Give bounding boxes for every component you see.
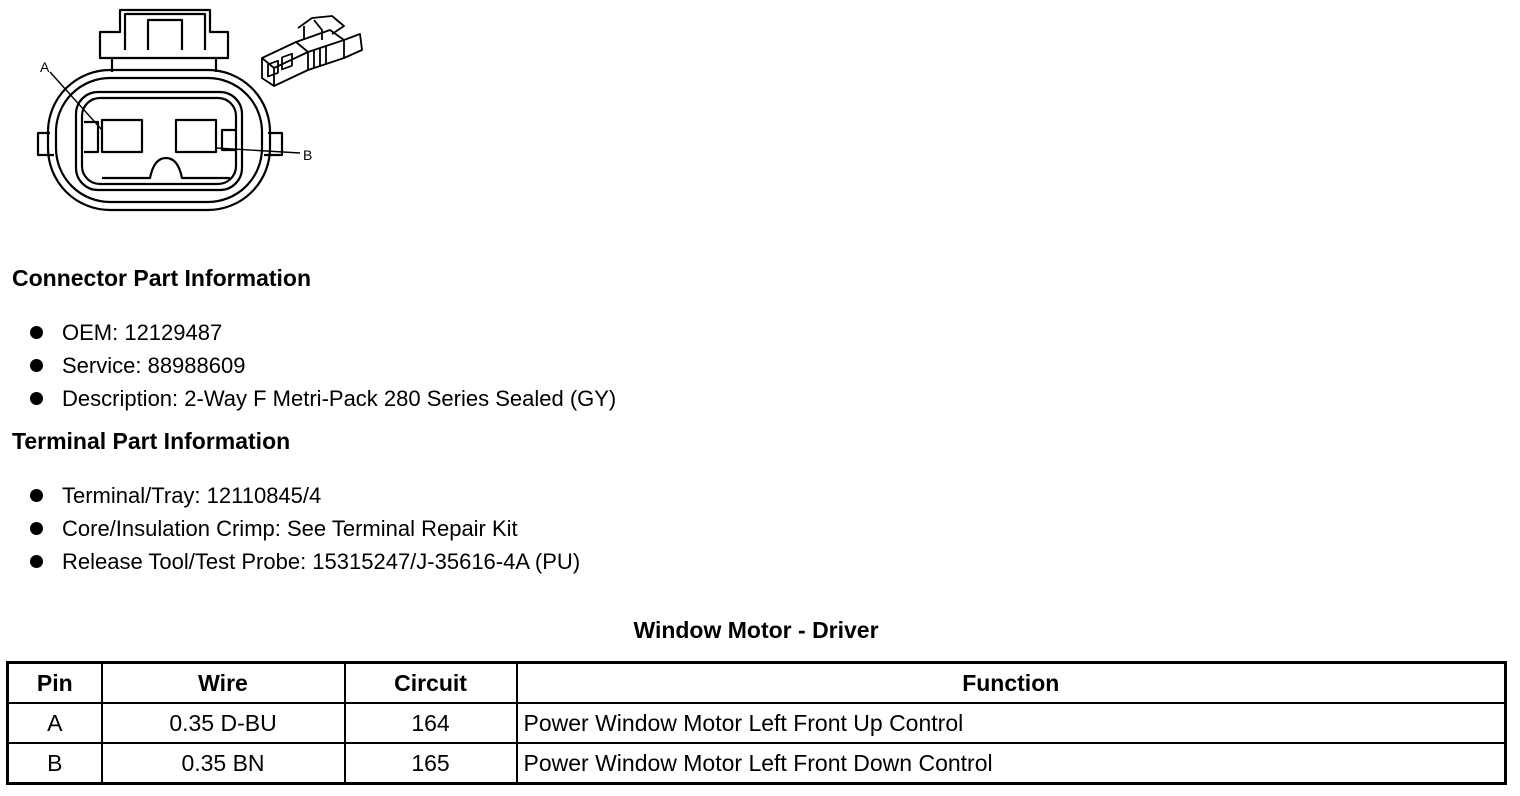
bullet-icon — [30, 489, 43, 502]
terminal-part-info-heading: Terminal Part Information — [12, 428, 291, 454]
table-row — [8, 703, 1506, 743]
cell-pin: A — [8, 703, 102, 743]
pin-table — [6, 661, 1507, 785]
header-wire: Wire — [102, 663, 345, 704]
connector-part-info-heading: Connector Part Information — [12, 265, 312, 291]
bullet-icon — [30, 392, 43, 405]
cell-wire: 0.35 BN — [102, 743, 345, 784]
bullet-icon — [30, 326, 43, 339]
connector-part-info-list — [0, 316, 616, 415]
cell-function: Power Window Motor Left Front Up Control — [517, 703, 1506, 743]
header-circuit: Circuit — [345, 663, 517, 704]
connector-diagram — [0, 0, 400, 230]
bullet-icon — [30, 522, 43, 535]
list-item: Service: 88988609 — [0, 349, 616, 382]
cell-circuit: 165 — [345, 743, 517, 784]
header-function: Function — [517, 663, 1506, 704]
table-header-row — [8, 663, 1506, 704]
cell-wire: 0.35 D-BU — [102, 703, 345, 743]
list-item: Core/Insulation Crimp: See Terminal Repair Kit — [0, 512, 580, 545]
pin-a-label: A — [40, 59, 50, 75]
list-item: Release Tool/Test Probe: 15315247/J-35616-4A (PU) — [0, 545, 580, 578]
list-item: Description: 2-Way F Metri-Pack 280 Series Sealed (GY) — [0, 382, 616, 415]
list-item: Terminal/Tray: 12110845/4 — [0, 479, 580, 512]
table-title: Window Motor - Driver — [633, 617, 879, 643]
pin-b-label: B — [303, 147, 313, 163]
header-pin: Pin — [8, 663, 102, 704]
bullet-icon — [30, 359, 43, 372]
connector-3d-icon — [262, 16, 362, 86]
bullet-icon — [30, 555, 43, 568]
terminal-part-info-list — [0, 479, 580, 578]
cell-circuit: 164 — [345, 703, 517, 743]
cell-pin: B — [8, 743, 102, 784]
cell-function: Power Window Motor Left Front Down Control — [517, 743, 1506, 784]
table-row — [8, 743, 1506, 784]
list-item: OEM: 12129487 — [0, 316, 616, 349]
